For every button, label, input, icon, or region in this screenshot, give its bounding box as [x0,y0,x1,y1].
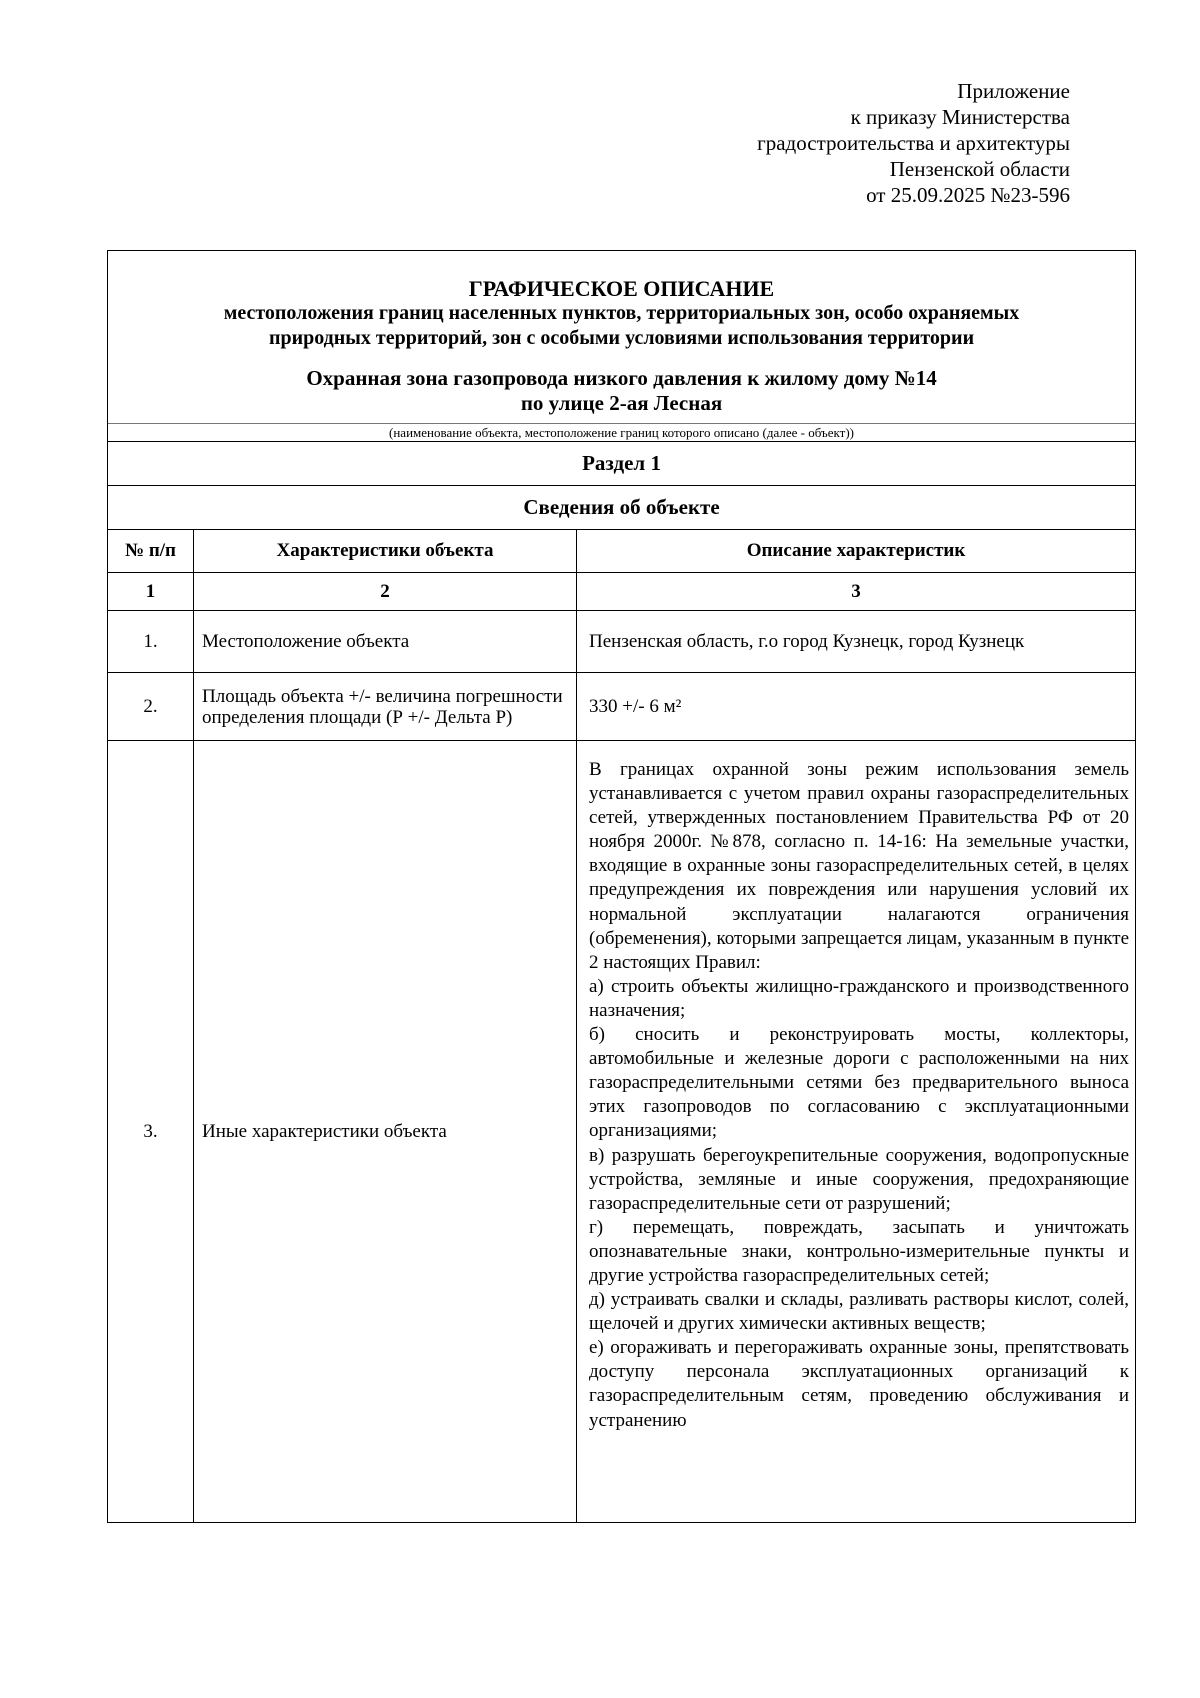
document-title: ГРАФИЧЕСКОЕ ОПИСАНИЕ [468,275,775,301]
object-name-line1: Охранная зона газопровода низкого давления к жилому дому №14 [306,365,937,390]
document-subtitle-line2: природных территорий, зон с особыми условиями использования территории [268,326,975,349]
row-description: Пензенская область, г.о город Кузнецк, город Кузнецк [577,611,1136,673]
row-number: 2. [108,673,194,741]
row-description: 330 +/- 6 м² [577,673,1136,741]
column-number-2: 2 [194,573,577,611]
column-number-row [108,573,1136,611]
row-characteristic: Местоположение объекта [194,611,577,673]
title-cell [108,251,1136,442]
section-label: Раздел 1 [108,442,1136,486]
header-line-ministry: градостроительства и архитектуры [757,131,1070,155]
object-name-note: (наименование объекта, местоположение границ которого описано (далее - объект)) [389,424,855,440]
section-name: Сведения об объекте [108,486,1136,530]
row-number: 3. [108,741,194,1523]
approval-header [757,78,1070,208]
section-row [108,442,1136,486]
header-line-region: Пензенской области [889,157,1070,181]
column-header-row [108,530,1136,573]
title-row [108,251,1136,442]
column-number-3: 3 [577,573,1136,611]
object-name-line2: по улице 2-ая Лесная [520,390,723,415]
column-header-description: Описание характеристик [577,530,1136,573]
description-table [107,250,1136,1523]
column-header-characteristic: Характеристики объекта [194,530,577,573]
row-number: 1. [108,611,194,673]
document-subtitle-line1: местоположения границ населенных пунктов, территориальных зон, особо охраняемых [223,301,1020,324]
table-row [108,673,1136,741]
header-line-date-number: от 25.09.2025 №23-596 [866,183,1070,207]
column-number-1: 1 [108,573,194,611]
row-characteristic: Площадь объекта +/- величина погрешности определения площади (Р +/- Дельта Р) [194,673,577,741]
column-header-number: № п/п [108,530,194,573]
header-line-order: к приказу Министерства [850,105,1070,129]
header-line-appendix: Приложение [957,79,1070,103]
section-name-row [108,486,1136,530]
row-description: В границах охранной зоны режим использования земель устанавливается с учетом правил охраны газораспределительных сетей, утвержденных постановлением Правительства РФ от 20 ноября 2000г. №878, согласно п. 14-16: На земельные участки, входящие в охранные зоны газораспределительных сетей, в целях предупреждения их повреждения или нарушения условий их нормальной эксплуатации налагаются ограничения (обременения), которыми запрещается лицам, указанным в пункте 2 настоящих Правил: а) строить объекты жилищно-гражданского и производственного назначения; б) сносить и реконструировать мосты, коллекторы, автомобильные и железные дороги с расположенными на них газораспределительными сетями без предварительного выноса этих газопроводов по согласованию с эксплуатационными организациями; в) разрушать берегоукрепительные сооружения, водопропускные устройства, земляные и иные сооружения, предохраняющие газораспределительные сети от разрушений; г) перемещать, повреждать, засыпать и уничтожать опознавательные знаки, контрольно-измерительные пункты и другие устройства газораспределительных сетей; д) устраивать свалки и склады, разливать растворы кислот, солей, щелочей и других химически активных веществ; е) огораживать и перегораживать охранные зоны, препятствовать доступу персонала эксплуатационных организаций к газораспределительным сетям, проведению обслуживания и устранению [577,741,1136,1523]
table-row [108,611,1136,673]
row-characteristic: Иные характеристики объекта [194,741,577,1523]
table-row [108,741,1136,1523]
